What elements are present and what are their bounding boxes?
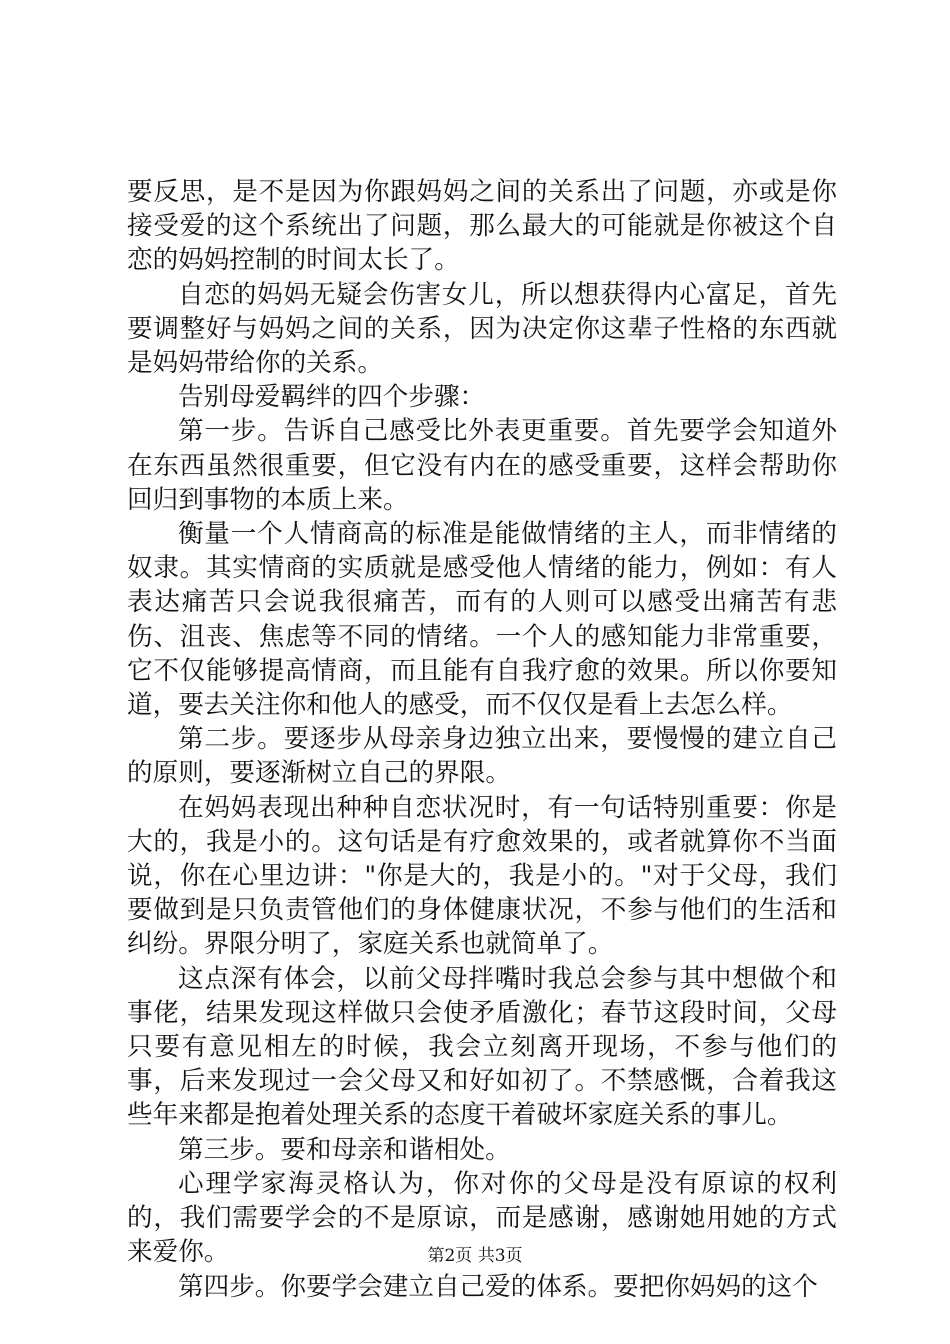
paragraph: 要反思，是不是因为你跟妈妈之间的关系出了问题，亦或是你接受爱的这个系统出了问题，那么最大的可能就是你被这个自恋的妈妈控制的时间太长了。 (127, 177, 837, 276)
paragraph: 在妈妈表现出种种自恋状况时，有一句话特别重要：你是大的，我是小的。这句话是有疗愈效果的，或者就算你不当面说，你在心里边讲："你是大的，我是小的。"对于父母，我们要做到是只负责管他们的身体健康状况，不参与他们的生活和纠纷。界限分明了，家庭关系也就简单了。 (127, 792, 837, 960)
paragraph: 心理学家海灵格认为，你对你的父母是没有原谅的权利的，我们需要学会的不是原谅，而是感谢，感谢她用她的方式来爱你。 (127, 1168, 837, 1268)
document-body (127, 175, 837, 1304)
paragraph: 自恋的妈妈无疑会伤害女儿，所以想获得内心富足，首先要调整好与妈妈之间的关系，因为决定你这辈子性格的东西就是妈妈带给你的关系。 (127, 279, 837, 379)
paragraph: 第一步。告诉自己感受比外表更重要。首先要学会知道外在东西虽然很重要，但它没有内在的感受重要，这样会帮助你回归到事物的本质上来。 (127, 416, 837, 515)
paragraph: 第三步。要和母亲和谐相处。 (178, 1134, 511, 1165)
paragraph: 告别母爱羁绊的四个步骤： (178, 382, 486, 413)
paragraph: 第二步。要逐步从母亲身边独立出来，要慢慢的建立自己的原则，要逐渐树立自己的界限。 (127, 724, 837, 789)
page-number-footer: 第2页 共3页 (427, 1246, 523, 1266)
paragraph: 这点深有体会，以前父母拌嘴时我总会参与其中想做个和事佬，结果发现这样做只会使矛盾激化；春节这段时间，父母只要有意见相左的时候，我会立刻离开现场，不参与他们的事，后来发现过一会父母又和好如初了。不禁感慨，合着我这些年来都是抱着处理关系的态度干着破坏家庭关系的事儿。 (127, 963, 837, 1131)
paragraph: 衡量一个人情商高的标准是能做情绪的主人，而非情绪的奴隶。其实情商的实质就是感受他人情绪的能力，例如：有人表达痛苦只会说我很痛苦，而有的人则可以感受出痛苦有悲伤、沮丧、焦虑等不同的情绪。一个人的感知能力非常重要，它不仅能够提高情商，而且能有自我疗愈的效果。所以你要知道，要去关注你和他人的感受，而不仅仅是看上去怎么样。 (127, 519, 837, 721)
paragraph: 第四步。你要学会建立自己爱的体系。要把你妈妈的这个 (178, 1271, 818, 1302)
